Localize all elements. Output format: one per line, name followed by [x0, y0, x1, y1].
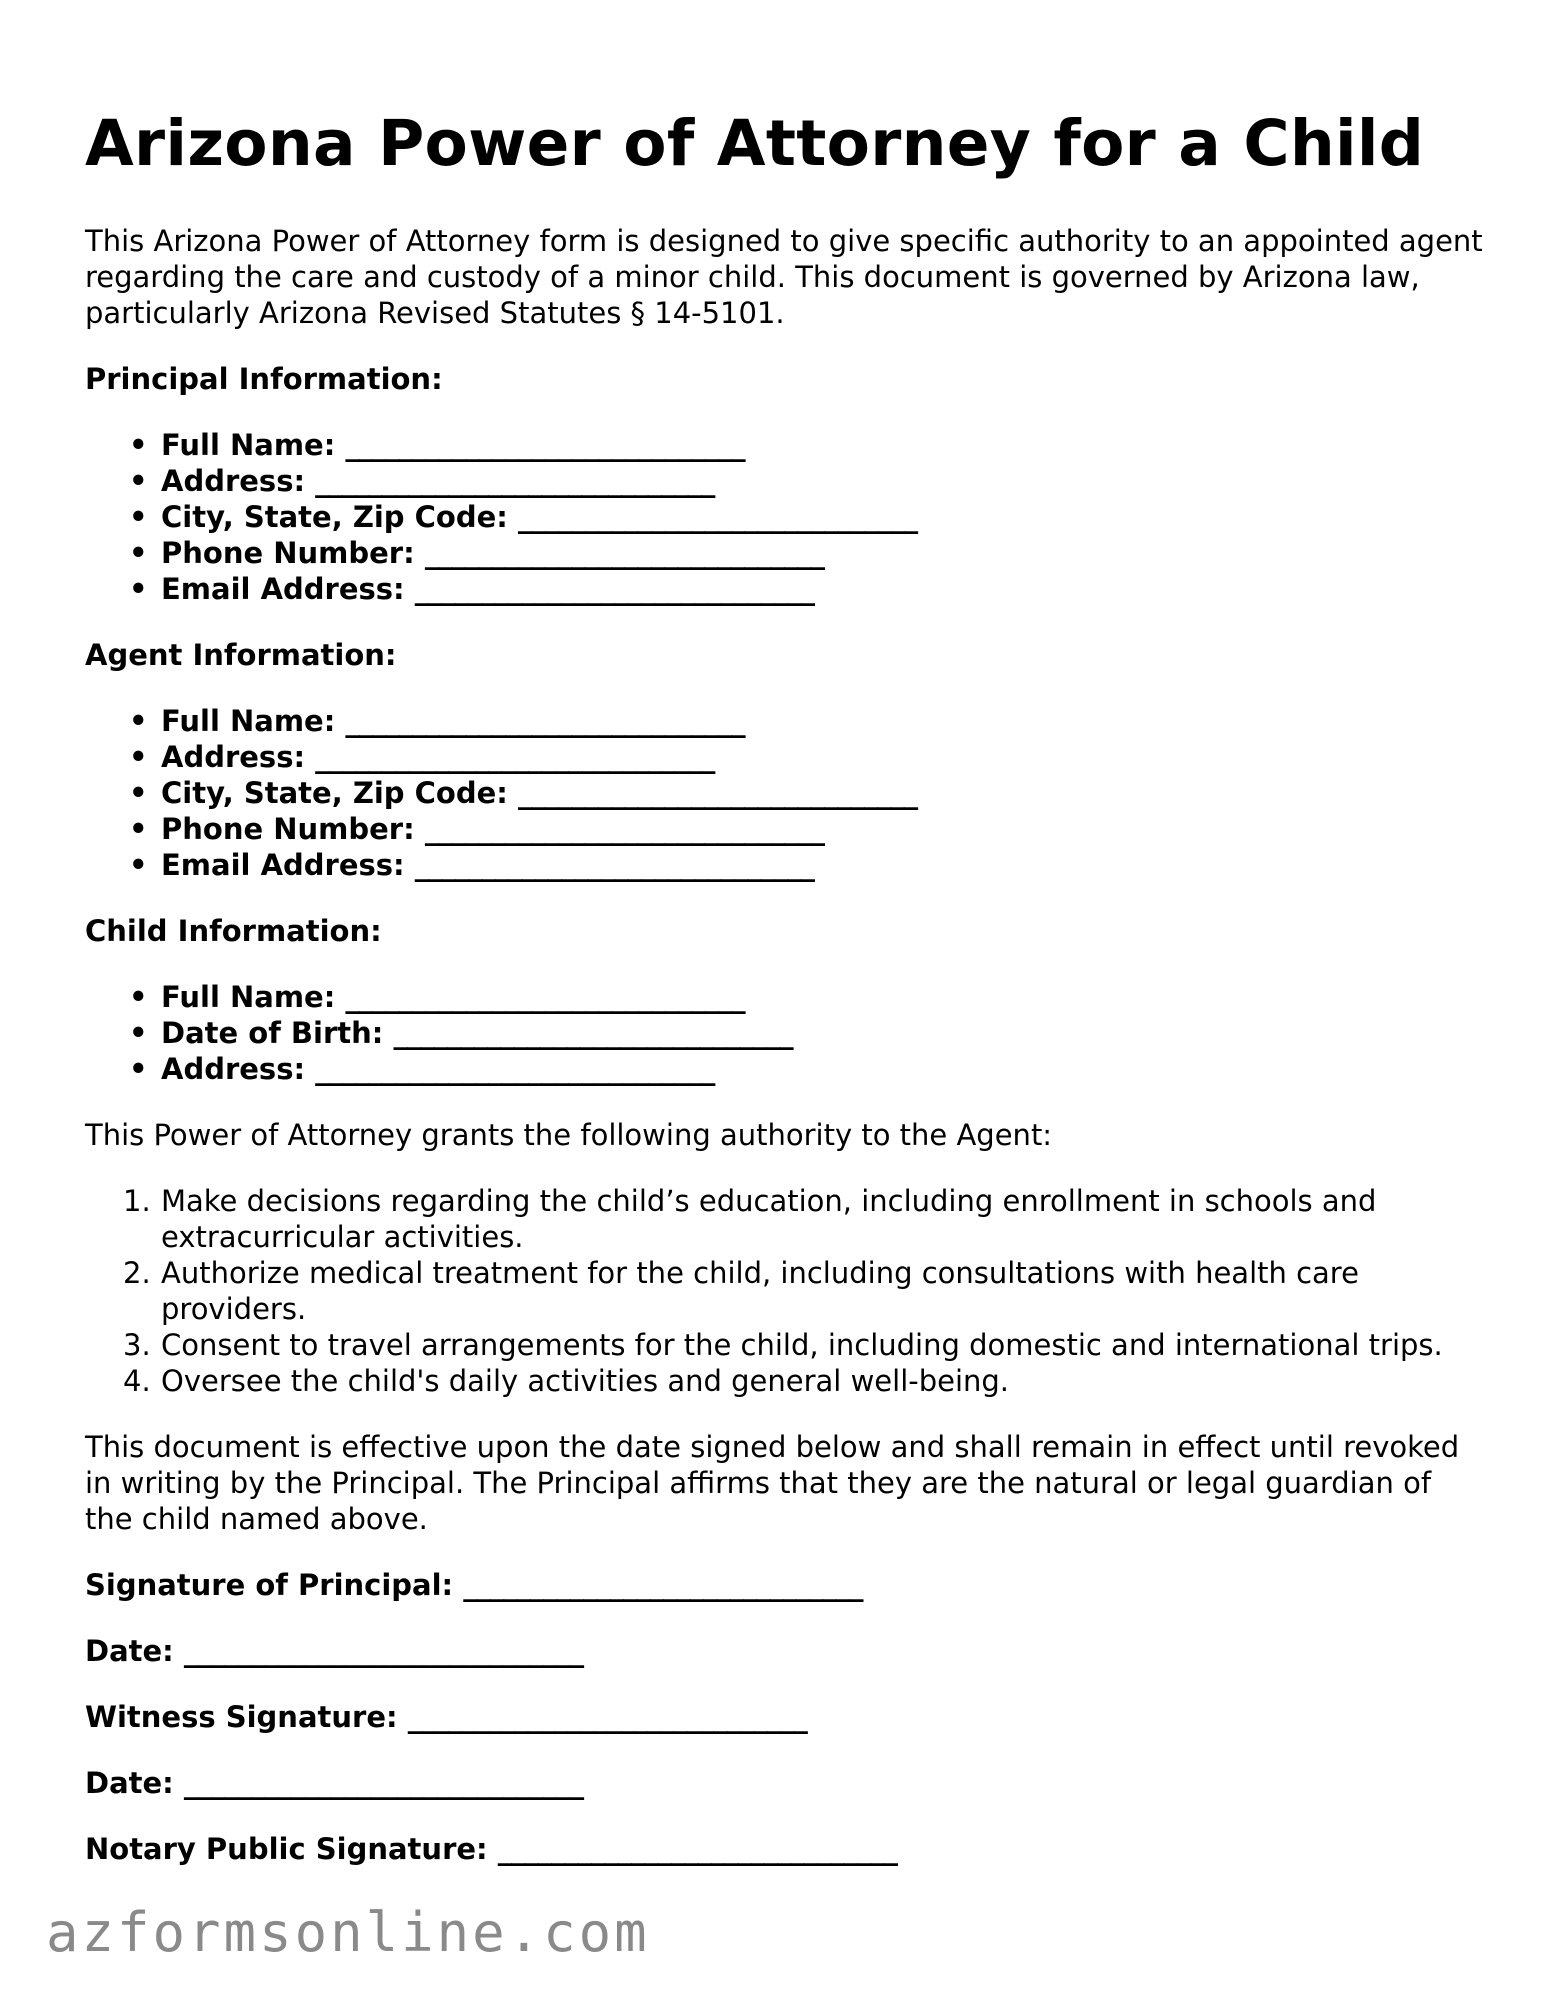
effective-paragraph: This document is effective upon the date signed below and shall remain in effect until revoked in writing by the Principal. The Principal affirms that they are the natural or legal guardian of the child named above. [85, 1430, 1460, 1536]
authority-item: 3. Consent to travel arrangements for the child, including domestic and international trips. [123, 1328, 1443, 1362]
authority-item-text: Authorize medical treatment for the child, including consultations with health care providers. [161, 1256, 1359, 1326]
field-label: Address: [161, 464, 306, 498]
child-heading: Child Information: [85, 914, 382, 948]
authority-item: 4. Oversee the child's daily activities and general well-being. [123, 1364, 1010, 1398]
bullet-icon: • [129, 812, 148, 846]
bullet-icon: • [129, 1052, 148, 1086]
field-label: Address: [161, 1052, 306, 1086]
signature-date [85, 1633, 1485, 1669]
field-label: Email Address: [161, 572, 405, 606]
agent-fields [85, 703, 1485, 883]
field-label: Full Name: [161, 704, 336, 738]
fill-in-blank[interactable]: ______________________________ [315, 1052, 715, 1086]
field-label: Full Name: [161, 980, 336, 1014]
agent-field-phone [85, 811, 1485, 847]
principal-heading: Principal Information: [85, 362, 443, 396]
bullet-icon: • [129, 536, 148, 570]
document-title: Arizona Power of Attorney for a Child [85, 107, 1425, 180]
field-label: Phone Number: [161, 536, 415, 570]
field-label: City, State, Zip Code: [161, 776, 508, 810]
principal-field-full-name [85, 427, 1485, 463]
authority-intro: This Power of Attorney grants the following authority to the Agent: [85, 1118, 1053, 1152]
signature-label: Witness Signature: [85, 1700, 398, 1734]
authority-item: 2. Authorize medical treatment for the child, including consultations with health care providers. [123, 1256, 1359, 1326]
fill-in-blank[interactable]: ______________________________ [345, 704, 745, 738]
child-fields [85, 979, 1485, 1087]
fill-in-blank[interactable]: ______________________________ [345, 428, 745, 462]
signature-principal [85, 1567, 1485, 1603]
fill-in-blank[interactable]: ______________________________ [424, 812, 824, 846]
agent-field-email [85, 847, 1485, 883]
authority-list [85, 1183, 1485, 1399]
fill-in-blank[interactable]: ______________________________ [345, 980, 745, 1014]
bullet-icon: • [129, 848, 148, 882]
signature-blank[interactable]: ______________________________ [407, 1700, 807, 1734]
field-label: Address: [161, 740, 306, 774]
signature-label: Notary Public Signature: [85, 1832, 488, 1866]
signature-date [85, 1765, 1485, 1801]
principal-field-email [85, 571, 1485, 607]
signature-blank[interactable]: ______________________________ [183, 1634, 583, 1668]
fill-in-blank[interactable]: ______________________________ [517, 500, 917, 534]
bullet-icon: • [129, 776, 148, 810]
field-label: City, State, Zip Code: [161, 500, 508, 534]
document-page [85, 100, 1485, 1897]
principal-field-address [85, 463, 1485, 499]
bullet-icon: • [129, 464, 148, 498]
signature-notary [85, 1831, 1485, 1867]
bullet-icon: • [129, 980, 148, 1014]
child-field-address [85, 1051, 1485, 1087]
bullet-icon: • [129, 572, 148, 606]
field-label: Phone Number: [161, 812, 415, 846]
bullet-icon: • [129, 740, 148, 774]
fill-in-blank[interactable]: ______________________________ [393, 1016, 793, 1050]
fill-in-blank[interactable]: ______________________________ [315, 740, 715, 774]
agent-heading: Agent Information: [85, 638, 397, 672]
signature-blank[interactable]: ______________________________ [183, 1766, 583, 1800]
field-label: Date of Birth: [161, 1016, 384, 1050]
authority-item-text: Make decisions regarding the child’s education, including enrollment in schools and extracurricular activities. [161, 1184, 1377, 1254]
watermark: azformsonline.com [46, 1901, 650, 1964]
child-field-full-name [85, 979, 1485, 1015]
bullet-icon: • [129, 1016, 148, 1050]
signature-label: Date: [85, 1766, 174, 1800]
field-label: Full Name: [161, 428, 336, 462]
fill-in-blank[interactable]: ______________________________ [414, 848, 814, 882]
field-label: Email Address: [161, 848, 405, 882]
signature-witness [85, 1699, 1485, 1735]
fill-in-blank[interactable]: ______________________________ [517, 776, 917, 810]
intro-paragraph: This Arizona Power of Attorney form is designed to give specific authority to an appointed agent regarding the care and custody of a minor child. This document is governed by Arizona law, particularly Arizona Revised Statutes § 14-5101. [85, 224, 1483, 330]
bullet-icon: • [129, 500, 148, 534]
signature-label: Date: [85, 1634, 174, 1668]
fill-in-blank[interactable]: ______________________________ [315, 464, 715, 498]
principal-field-city-state-zip [85, 499, 1485, 535]
principal-field-phone [85, 535, 1485, 571]
bullet-icon: • [129, 704, 148, 738]
authority-item: 1. Make decisions regarding the child’s education, including enrollment in schools and extracurricular activities. [123, 1184, 1377, 1254]
bullet-icon: • [129, 428, 148, 462]
agent-field-address [85, 739, 1485, 775]
fill-in-blank[interactable]: ______________________________ [424, 536, 824, 570]
fill-in-blank[interactable]: ______________________________ [414, 572, 814, 606]
principal-fields [85, 427, 1485, 607]
authority-item-text: Oversee the child's daily activities and general well-being. [161, 1364, 1010, 1398]
agent-field-full-name [85, 703, 1485, 739]
signature-blank[interactable]: ______________________________ [497, 1832, 897, 1866]
authority-item-text: Consent to travel arrangements for the child, including domestic and international trips. [161, 1328, 1443, 1362]
child-field-date-of-birth [85, 1015, 1485, 1051]
signature-blank[interactable]: ______________________________ [463, 1568, 863, 1602]
agent-field-city-state-zip [85, 775, 1485, 811]
signature-label: Signature of Principal: [85, 1568, 454, 1602]
